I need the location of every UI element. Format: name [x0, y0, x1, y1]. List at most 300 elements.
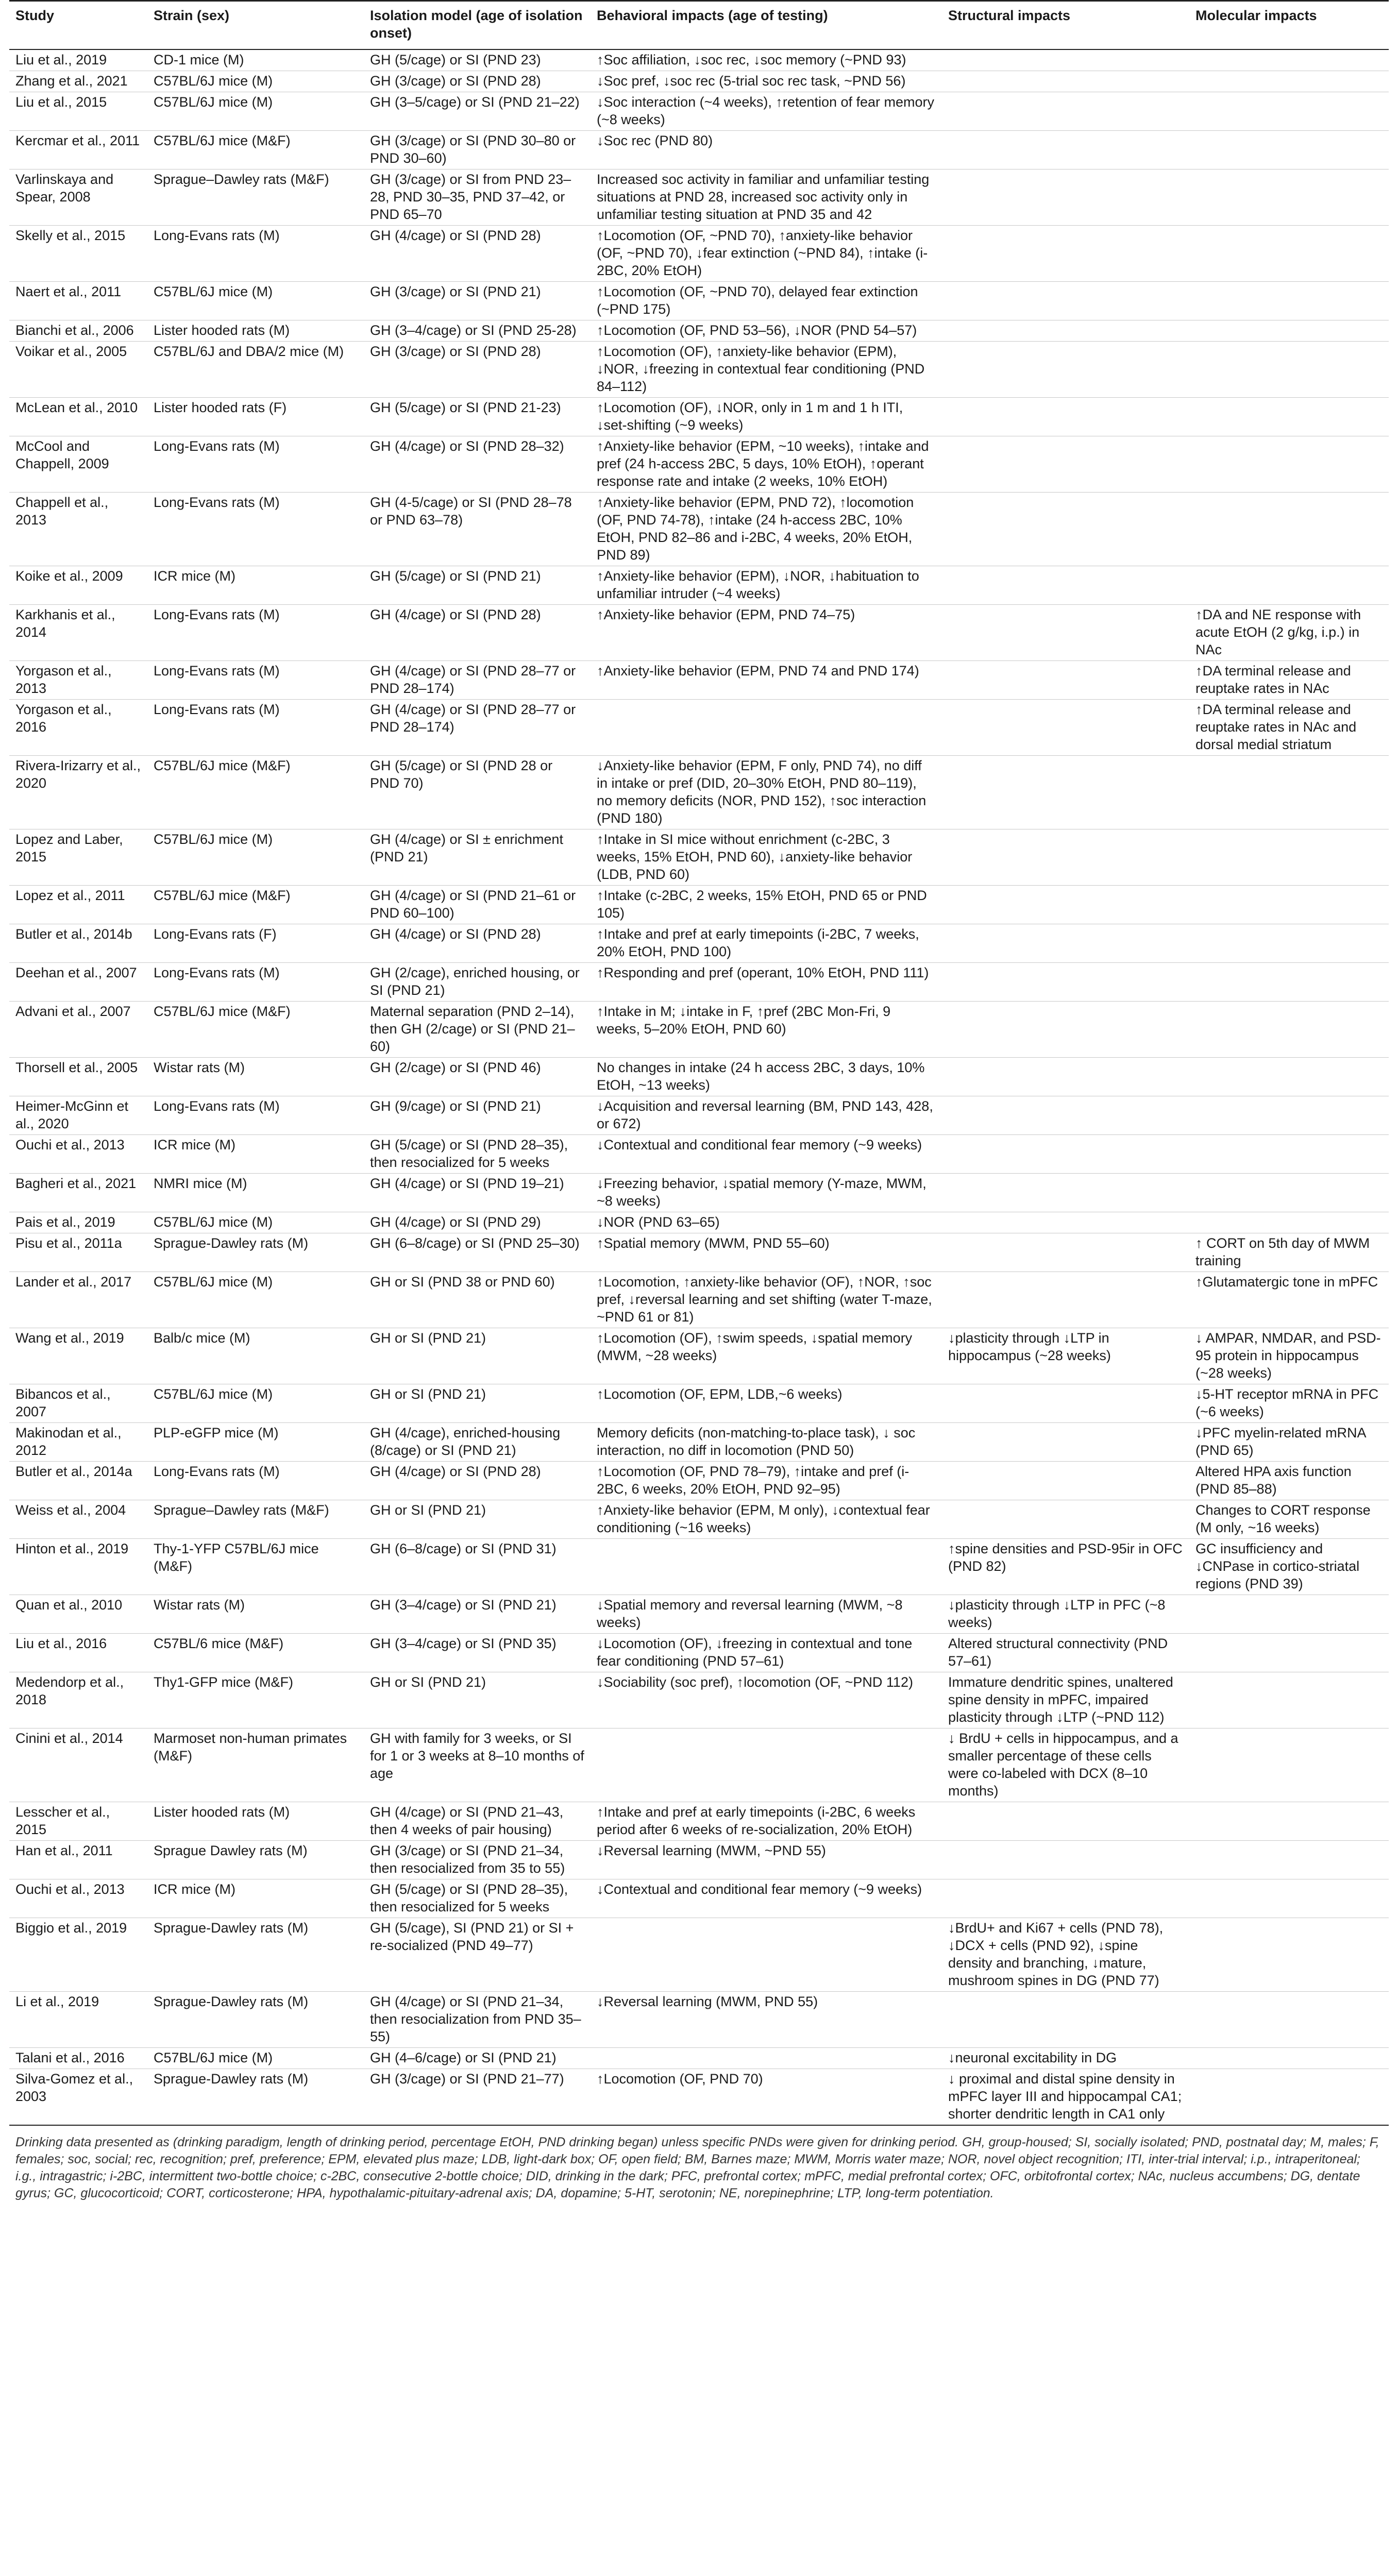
cell-study: McCool and Chappell, 2009	[9, 436, 147, 493]
cell-isolation-model: GH (5/cage) or SI (PND 28–35), then resocialized for 5 weeks	[364, 1135, 591, 1174]
cell-behavioral-impacts: ↓Reversal learning (MWM, PND 55)	[591, 1992, 942, 2048]
cell-study: Talani et al., 2016	[9, 2048, 147, 2069]
cell-molecular-impacts	[1189, 829, 1389, 886]
cell-structural-impacts	[942, 92, 1189, 131]
cell-study: Han et al., 2011	[9, 1841, 147, 1879]
cell-structural-impacts	[942, 1879, 1189, 1918]
cell-isolation-model: GH or SI (PND 21)	[364, 1672, 591, 1728]
cell-molecular-impacts	[1189, 1135, 1389, 1174]
cell-study: Silva-Gomez et al., 2003	[9, 2069, 147, 2126]
cell-study: Bianchi et al., 2006	[9, 320, 147, 342]
cell-molecular-impacts: Changes to CORT response (M only, ~16 weeks)	[1189, 1500, 1389, 1539]
cell-structural-impacts	[942, 1272, 1189, 1328]
cell-isolation-model: GH or SI (PND 21)	[364, 1384, 591, 1423]
cell-behavioral-impacts: ↓Spatial memory and reversal learning (MWM, ~8 weeks)	[591, 1595, 942, 1634]
cell-strain: Long-Evans rats (M)	[147, 963, 364, 1002]
cell-strain: C57BL/6J mice (M)	[147, 1384, 364, 1423]
table-row	[9, 1423, 1389, 1462]
cell-behavioral-impacts: ↑Intake and pref at early timepoints (i-2BC, 6 weeks period after 6 weeks of re-socialization, 20% EtOH)	[591, 1802, 942, 1841]
header-row	[9, 1, 1389, 50]
cell-molecular-impacts	[1189, 131, 1389, 170]
isolation-studies-table	[9, 0, 1389, 2126]
table-row	[9, 1672, 1389, 1728]
cell-behavioral-impacts: ↑Soc affiliation, ↓soc rec, ↓soc memory (~PND 93)	[591, 49, 942, 71]
cell-isolation-model: GH (3–4/cage) or SI (PND 35)	[364, 1634, 591, 1672]
table-row	[9, 963, 1389, 1002]
cell-structural-impacts	[942, 1992, 1189, 2048]
cell-structural-impacts	[942, 1423, 1189, 1462]
cell-isolation-model: GH (4/cage) or SI (PND 28)	[364, 605, 591, 661]
cell-isolation-model: GH (5/cage) or SI (PND 21)	[364, 566, 591, 605]
cell-behavioral-impacts: ↑Locomotion (OF, PND 78–79), ↑intake and pref (i-2BC, 6 weeks, 20% EtOH, PND 92–95)	[591, 1462, 942, 1500]
cell-behavioral-impacts: ↓Locomotion (OF), ↓freezing in contextual and tone fear conditioning (PND 57–61)	[591, 1634, 942, 1672]
cell-behavioral-impacts: ↑Locomotion (OF, PND 53–56), ↓NOR (PND 54–57)	[591, 320, 942, 342]
cell-isolation-model: GH (4/cage) or SI (PND 28)	[364, 924, 591, 963]
table-row	[9, 1272, 1389, 1328]
cell-isolation-model: GH (4/cage) or SI (PND 21–43, then 4 weeks of pair housing)	[364, 1802, 591, 1841]
cell-study: Kercmar et al., 2011	[9, 131, 147, 170]
cell-molecular-impacts	[1189, 1879, 1389, 1918]
cell-molecular-impacts	[1189, 398, 1389, 436]
table-row	[9, 1634, 1389, 1672]
cell-isolation-model: GH (3/cage) or SI (PND 21)	[364, 282, 591, 320]
cell-strain: Sprague-Dawley rats (M)	[147, 1918, 364, 1992]
cell-structural-impacts: ↓neuronal excitability in DG	[942, 2048, 1189, 2069]
header-molecular-impacts: Molecular impacts	[1189, 1, 1389, 50]
table-row	[9, 282, 1389, 320]
table-row	[9, 700, 1389, 756]
cell-molecular-impacts	[1189, 1002, 1389, 1058]
cell-isolation-model: GH (3/cage) or SI (PND 30–80 or PND 30–60)	[364, 131, 591, 170]
cell-behavioral-impacts: ↓Sociability (soc pref), ↑locomotion (OF, ~PND 112)	[591, 1672, 942, 1728]
cell-behavioral-impacts: ↑Anxiety-like behavior (EPM, ~10 weeks), ↑intake and pref (24 h-access 2BC, 5 days, 10% EtOH), ↑operant response rate and intake (2 weeks, 10% EtOH)	[591, 436, 942, 493]
cell-strain: Long-Evans rats (M)	[147, 436, 364, 493]
cell-molecular-impacts	[1189, 1992, 1389, 2048]
cell-behavioral-impacts	[591, 1918, 942, 1992]
cell-study: Weiss et al., 2004	[9, 1500, 147, 1539]
cell-molecular-impacts: Altered HPA axis function (PND 85–88)	[1189, 1462, 1389, 1500]
cell-strain: C57BL/6J mice (M&F)	[147, 886, 364, 924]
cell-study: Pais et al., 2019	[9, 1212, 147, 1233]
cell-strain: Lister hooded rats (F)	[147, 398, 364, 436]
cell-behavioral-impacts: ↓Soc rec (PND 80)	[591, 131, 942, 170]
cell-structural-impacts	[942, 1212, 1189, 1233]
cell-structural-impacts: ↓ BrdU + cells in hippocampus, and a smaller percentage of these cells were co-labeled with DCX (8–10 months)	[942, 1728, 1189, 1802]
cell-strain: C57BL/6J mice (M)	[147, 282, 364, 320]
table-row	[9, 71, 1389, 92]
cell-molecular-impacts: ↑Glutamatergic tone in mPFC	[1189, 1272, 1389, 1328]
cell-strain: C57BL/6J mice (M)	[147, 1272, 364, 1328]
cell-molecular-impacts: ↑DA terminal release and reuptake rates in NAc	[1189, 661, 1389, 700]
cell-structural-impacts	[942, 566, 1189, 605]
cell-behavioral-impacts	[591, 700, 942, 756]
header-isolation-model: Isolation model (age of isolation onset)	[364, 1, 591, 50]
cell-structural-impacts: ↓plasticity through ↓LTP in PFC (~8 weeks)	[942, 1595, 1189, 1634]
table-row	[9, 1058, 1389, 1096]
cell-strain: Balb/c mice (M)	[147, 1328, 364, 1384]
cell-strain: Marmoset non-human primates (M&F)	[147, 1728, 364, 1802]
cell-strain: C57BL/6J mice (M&F)	[147, 1002, 364, 1058]
cell-behavioral-impacts: ↓Reversal learning (MWM, ~PND 55)	[591, 1841, 942, 1879]
cell-molecular-impacts	[1189, 924, 1389, 963]
cell-structural-impacts	[942, 71, 1189, 92]
cell-study: Bagheri et al., 2021	[9, 1174, 147, 1212]
table-row	[9, 1992, 1389, 2048]
cell-isolation-model: GH (4/cage) or SI (PND 21–34, then resocialization from PND 35–55)	[364, 1992, 591, 2048]
cell-isolation-model: GH (2/cage), enriched housing, or SI (PND 21)	[364, 963, 591, 1002]
cell-molecular-impacts	[1189, 1174, 1389, 1212]
cell-structural-impacts: Altered structural connectivity (PND 57–61)	[942, 1634, 1189, 1672]
cell-structural-impacts	[942, 886, 1189, 924]
cell-study: Bibancos et al., 2007	[9, 1384, 147, 1423]
cell-structural-impacts	[942, 342, 1189, 398]
cell-study: Advani et al., 2007	[9, 1002, 147, 1058]
cell-behavioral-impacts: ↓Acquisition and reversal learning (BM, PND 143, 428, or 672)	[591, 1096, 942, 1135]
cell-isolation-model: GH (4/cage), enriched-housing (8/cage) or SI (PND 21)	[364, 1423, 591, 1462]
cell-behavioral-impacts: ↓Contextual and conditional fear memory (~9 weeks)	[591, 1879, 942, 1918]
cell-isolation-model: GH (4–6/cage) or SI (PND 21)	[364, 2048, 591, 2069]
cell-isolation-model: GH (4/cage) or SI (PND 28–77 or PND 28–174)	[364, 700, 591, 756]
cell-behavioral-impacts: ↑Anxiety-like behavior (EPM, PND 72), ↑locomotion (OF, PND 74-78), ↑intake (24 h-access 2BC, 10% EtOH, PND 82–86 and i-2BC, 4 weeks, 20% EtOH, PND 89)	[591, 493, 942, 566]
cell-isolation-model: GH (2/cage) or SI (PND 46)	[364, 1058, 591, 1096]
header-behavioral-impacts: Behavioral impacts (age of testing)	[591, 1, 942, 50]
table-row	[9, 398, 1389, 436]
cell-strain: Sprague-Dawley rats (M)	[147, 2069, 364, 2126]
cell-isolation-model: Maternal separation (PND 2–14), then GH (2/cage) or SI (PND 21–60)	[364, 1002, 591, 1058]
cell-strain: Sprague–Dawley rats (M&F)	[147, 1500, 364, 1539]
cell-strain: C57BL/6J and DBA/2 mice (M)	[147, 342, 364, 398]
table-row	[9, 1802, 1389, 1841]
cell-structural-impacts	[942, 1174, 1189, 1212]
cell-strain: C57BL/6J mice (M)	[147, 71, 364, 92]
cell-structural-impacts	[942, 605, 1189, 661]
table-row	[9, 566, 1389, 605]
cell-isolation-model: GH (6–8/cage) or SI (PND 25–30)	[364, 1233, 591, 1272]
cell-behavioral-impacts: ↓Soc pref, ↓soc rec (5-trial soc rec task, ~PND 56)	[591, 71, 942, 92]
cell-strain: Long-Evans rats (M)	[147, 700, 364, 756]
header-study: Study	[9, 1, 147, 50]
cell-structural-impacts	[942, 226, 1189, 282]
cell-molecular-impacts	[1189, 886, 1389, 924]
cell-strain: CD-1 mice (M)	[147, 49, 364, 71]
cell-molecular-impacts	[1189, 226, 1389, 282]
cell-molecular-impacts	[1189, 92, 1389, 131]
table-row	[9, 924, 1389, 963]
cell-study: Li et al., 2019	[9, 1992, 147, 2048]
cell-isolation-model: GH (4/cage) or SI ± enrichment (PND 21)	[364, 829, 591, 886]
table-row	[9, 1462, 1389, 1500]
cell-study: Ouchi et al., 2013	[9, 1879, 147, 1918]
cell-isolation-model: GH (4/cage) or SI (PND 21–61 or PND 60–100)	[364, 886, 591, 924]
cell-molecular-impacts	[1189, 756, 1389, 829]
cell-structural-impacts	[942, 131, 1189, 170]
table-row	[9, 1595, 1389, 1634]
cell-study: Rivera-Irizarry et al., 2020	[9, 756, 147, 829]
cell-isolation-model: GH with family for 3 weeks, or SI for 1 or 3 weeks at 8–10 months of age	[364, 1728, 591, 1802]
cell-structural-impacts	[942, 49, 1189, 71]
cell-study: Heimer-McGinn et al., 2020	[9, 1096, 147, 1135]
cell-structural-impacts	[942, 493, 1189, 566]
table-row	[9, 829, 1389, 886]
cell-isolation-model: GH (3/cage) or SI (PND 28)	[364, 342, 591, 398]
table-row	[9, 320, 1389, 342]
table-row	[9, 2069, 1389, 2126]
cell-isolation-model: GH (4-5/cage) or SI (PND 28–78 or PND 63–78)	[364, 493, 591, 566]
cell-behavioral-impacts: ↓Soc interaction (~4 weeks), ↑retention of fear memory (~8 weeks)	[591, 92, 942, 131]
cell-strain: NMRI mice (M)	[147, 1174, 364, 1212]
cell-behavioral-impacts: ↑Intake and pref at early timepoints (i-2BC, 7 weeks, 20% EtOH, PND 100)	[591, 924, 942, 963]
cell-molecular-impacts	[1189, 1595, 1389, 1634]
cell-behavioral-impacts: ↑Locomotion (OF, PND 70)	[591, 2069, 942, 2126]
cell-study: Makinodan et al., 2012	[9, 1423, 147, 1462]
cell-strain: C57BL/6J mice (M)	[147, 92, 364, 131]
cell-isolation-model: GH (3–5/cage) or SI (PND 21–22)	[364, 92, 591, 131]
cell-study: Cinini et al., 2014	[9, 1728, 147, 1802]
cell-behavioral-impacts: ↑Intake in SI mice without enrichment (c-2BC, 3 weeks, 15% EtOH, PND 60), ↓anxiety-like behavior (LDB, PND 60)	[591, 829, 942, 886]
cell-isolation-model: GH (5/cage) or SI (PND 21-23)	[364, 398, 591, 436]
cell-behavioral-impacts: ↑Anxiety-like behavior (EPM, PND 74–75)	[591, 605, 942, 661]
cell-isolation-model: GH (3–4/cage) or SI (PND 21)	[364, 1595, 591, 1634]
cell-strain: C57BL/6 mice (M&F)	[147, 1634, 364, 1672]
cell-study: McLean et al., 2010	[9, 398, 147, 436]
table-row	[9, 1233, 1389, 1272]
cell-behavioral-impacts: ↑Locomotion (OF, EPM, LDB,~6 weeks)	[591, 1384, 942, 1423]
cell-behavioral-impacts: ↑Anxiety-like behavior (EPM, M only), ↓contextual fear conditioning (~16 weeks)	[591, 1500, 942, 1539]
table-row	[9, 1096, 1389, 1135]
cell-study: Butler et al., 2014a	[9, 1462, 147, 1500]
cell-structural-impacts: Immature dendritic spines, unaltered spine density in mPFC, impaired plasticity through ↓LTP (~PND 112)	[942, 1672, 1189, 1728]
cell-isolation-model: GH (3–4/cage) or SI (PND 25-28)	[364, 320, 591, 342]
cell-structural-impacts	[942, 1135, 1189, 1174]
table-row	[9, 1212, 1389, 1233]
cell-study: Liu et al., 2015	[9, 92, 147, 131]
cell-study: Yorgason et al., 2013	[9, 661, 147, 700]
cell-study: Deehan et al., 2007	[9, 963, 147, 1002]
cell-behavioral-impacts: Increased soc activity in familiar and unfamiliar testing situations at PND 28, increased soc activity only in unfamiliar testing situation at PND 35 and 42	[591, 170, 942, 226]
cell-structural-impacts	[942, 282, 1189, 320]
cell-strain: C57BL/6J mice (M)	[147, 1212, 364, 1233]
cell-behavioral-impacts: ↑Anxiety-like behavior (EPM, PND 74 and PND 174)	[591, 661, 942, 700]
cell-study: Wang et al., 2019	[9, 1328, 147, 1384]
cell-structural-impacts	[942, 1841, 1189, 1879]
cell-structural-impacts: ↑spine densities and PSD-95ir in OFC (PND 82)	[942, 1539, 1189, 1595]
cell-study: Karkhanis et al., 2014	[9, 605, 147, 661]
table-row	[9, 1500, 1389, 1539]
cell-isolation-model: GH (4/cage) or SI (PND 28)	[364, 226, 591, 282]
cell-behavioral-impacts: ↓Anxiety-like behavior (EPM, F only, PND 74), no diff in intake or pref (DID, 20–30% EtOH, PND 80–119), no memory deficits (NOR, PND 152), ↑soc interaction (PND 180)	[591, 756, 942, 829]
cell-molecular-impacts	[1189, 1841, 1389, 1879]
cell-strain: C57BL/6J mice (M&F)	[147, 756, 364, 829]
cell-isolation-model: GH (9/cage) or SI (PND 21)	[364, 1096, 591, 1135]
cell-isolation-model: GH (3/cage) or SI from PND 23–28, PND 30–35, PND 37–42, or PND 65–70	[364, 170, 591, 226]
table-row	[9, 49, 1389, 71]
cell-molecular-impacts	[1189, 320, 1389, 342]
table-row	[9, 1135, 1389, 1174]
cell-structural-impacts: ↓ proximal and distal spine density in mPFC layer III and hippocampal CA1; shorter dendritic length in CA1 only	[942, 2069, 1189, 2126]
cell-molecular-impacts	[1189, 1802, 1389, 1841]
cell-structural-impacts	[942, 756, 1189, 829]
cell-molecular-impacts	[1189, 1058, 1389, 1096]
cell-behavioral-impacts	[591, 1728, 942, 1802]
cell-structural-impacts	[942, 436, 1189, 493]
cell-molecular-impacts	[1189, 71, 1389, 92]
cell-molecular-impacts: ↓5-HT receptor mRNA in PFC (~6 weeks)	[1189, 1384, 1389, 1423]
table-row	[9, 756, 1389, 829]
cell-behavioral-impacts: ↑Locomotion (OF), ↑anxiety-like behavior (EPM), ↓NOR, ↓freezing in contextual fear conditioning (PND 84–112)	[591, 342, 942, 398]
cell-study: Hinton et al., 2019	[9, 1539, 147, 1595]
cell-strain: Thy-1-YFP C57BL/6J mice (M&F)	[147, 1539, 364, 1595]
cell-isolation-model: GH (6–8/cage) or SI (PND 31)	[364, 1539, 591, 1595]
table-row	[9, 1174, 1389, 1212]
cell-strain: ICR mice (M)	[147, 566, 364, 605]
cell-structural-impacts	[942, 1058, 1189, 1096]
cell-structural-impacts	[942, 963, 1189, 1002]
cell-structural-impacts: ↓BrdU+ and Ki67 + cells (PND 78), ↓DCX + cells (PND 92), ↓spine density and branching, ↓mature, mushroom spines in DG (PND 77)	[942, 1918, 1189, 1992]
cell-study: Skelly et al., 2015	[9, 226, 147, 282]
cell-behavioral-impacts	[591, 1539, 942, 1595]
cell-molecular-impacts	[1189, 170, 1389, 226]
cell-structural-impacts	[942, 1384, 1189, 1423]
cell-study: Biggio et al., 2019	[9, 1918, 147, 1992]
cell-behavioral-impacts: No changes in intake (24 h access 2BC, 3 days, 10% EtOH, ~13 weeks)	[591, 1058, 942, 1096]
cell-strain: Lister hooded rats (M)	[147, 320, 364, 342]
cell-study: Lander et al., 2017	[9, 1272, 147, 1328]
cell-study: Thorsell et al., 2005	[9, 1058, 147, 1096]
cell-molecular-impacts	[1189, 282, 1389, 320]
cell-molecular-impacts	[1189, 436, 1389, 493]
cell-structural-impacts	[942, 1500, 1189, 1539]
cell-behavioral-impacts: ↑Locomotion (OF), ↓NOR, only in 1 m and 1 h ITI, ↓set-shifting (~9 weeks)	[591, 398, 942, 436]
cell-molecular-impacts: ↑ CORT on 5th day of MWM training	[1189, 1233, 1389, 1272]
table-row	[9, 1328, 1389, 1384]
cell-isolation-model: GH (5/cage) or SI (PND 28–35), then resocialized for 5 weeks	[364, 1879, 591, 1918]
cell-isolation-model: GH (4/cage) or SI (PND 28–32)	[364, 436, 591, 493]
cell-isolation-model: GH (3/cage) or SI (PND 28)	[364, 71, 591, 92]
cell-study: Ouchi et al., 2013	[9, 1135, 147, 1174]
cell-isolation-model: GH (3/cage) or SI (PND 21–77)	[364, 2069, 591, 2126]
cell-study: Varlinskaya and Spear, 2008	[9, 170, 147, 226]
cell-strain: Sprague Dawley rats (M)	[147, 1841, 364, 1879]
cell-behavioral-impacts: ↑Anxiety-like behavior (EPM), ↓NOR, ↓habituation to unfamiliar intruder (~4 weeks)	[591, 566, 942, 605]
cell-isolation-model: GH (4/cage) or SI (PND 28)	[364, 1462, 591, 1500]
cell-molecular-impacts	[1189, 1918, 1389, 1992]
cell-study: Lesscher et al., 2015	[9, 1802, 147, 1841]
cell-isolation-model: GH or SI (PND 21)	[364, 1500, 591, 1539]
cell-molecular-impacts: ↓PFC myelin-related mRNA (PND 65)	[1189, 1423, 1389, 1462]
cell-structural-impacts	[942, 170, 1189, 226]
table-row	[9, 1879, 1389, 1918]
cell-strain: ICR mice (M)	[147, 1135, 364, 1174]
cell-strain: Long-Evans rats (M)	[147, 226, 364, 282]
cell-molecular-impacts	[1189, 49, 1389, 71]
table-row	[9, 342, 1389, 398]
cell-molecular-impacts	[1189, 2069, 1389, 2126]
table-row	[9, 493, 1389, 566]
cell-strain: C57BL/6J mice (M&F)	[147, 131, 364, 170]
table-row	[9, 131, 1389, 170]
cell-molecular-impacts: ↑DA and NE response with acute EtOH (2 g/kg, i.p.) in NAc	[1189, 605, 1389, 661]
cell-strain: Long-Evans rats (F)	[147, 924, 364, 963]
cell-structural-impacts	[942, 829, 1189, 886]
table-row	[9, 92, 1389, 131]
cell-strain: Long-Evans rats (M)	[147, 605, 364, 661]
cell-structural-impacts	[942, 398, 1189, 436]
cell-structural-impacts	[942, 1002, 1189, 1058]
table-row	[9, 2048, 1389, 2069]
cell-isolation-model: GH (4/cage) or SI (PND 28–77 or PND 28–174)	[364, 661, 591, 700]
cell-study: Yorgason et al., 2016	[9, 700, 147, 756]
cell-behavioral-impacts: ↑Intake in M; ↓intake in F, ↑pref (2BC Mon-Fri, 9 weeks, 5–20% EtOH, PND 60)	[591, 1002, 942, 1058]
table-row	[9, 1002, 1389, 1058]
cell-isolation-model: GH (4/cage) or SI (PND 29)	[364, 1212, 591, 1233]
cell-strain: Sprague-Dawley rats (M)	[147, 1992, 364, 2048]
table-row	[9, 436, 1389, 493]
cell-molecular-impacts: ↑DA terminal release and reuptake rates in NAc and dorsal medial striatum	[1189, 700, 1389, 756]
cell-structural-impacts	[942, 661, 1189, 700]
cell-study: Pisu et al., 2011a	[9, 1233, 147, 1272]
cell-study: Lopez and Laber, 2015	[9, 829, 147, 886]
cell-behavioral-impacts: ↑Responding and pref (operant, 10% EtOH, PND 111)	[591, 963, 942, 1002]
cell-isolation-model: GH (4/cage) or SI (PND 19–21)	[364, 1174, 591, 1212]
cell-behavioral-impacts: ↓Freezing behavior, ↓spatial memory (Y-maze, MWM, ~8 weeks)	[591, 1174, 942, 1212]
cell-behavioral-impacts: ↑Intake (c-2BC, 2 weeks, 15% EtOH, PND 65 or PND 105)	[591, 886, 942, 924]
cell-structural-impacts	[942, 1233, 1189, 1272]
cell-strain: Thy1-GFP mice (M&F)	[147, 1672, 364, 1728]
table-row	[9, 1728, 1389, 1802]
cell-isolation-model: GH (3/cage) or SI (PND 21–34, then resocialized from 35 to 55)	[364, 1841, 591, 1879]
cell-structural-impacts	[942, 320, 1189, 342]
cell-isolation-model: GH (5/cage), SI (PND 21) or SI + re-socialized (PND 49–77)	[364, 1918, 591, 1992]
cell-strain: Lister hooded rats (M)	[147, 1802, 364, 1841]
table-row	[9, 661, 1389, 700]
cell-behavioral-impacts: ↑Locomotion (OF, ~PND 70), delayed fear extinction (~PND 175)	[591, 282, 942, 320]
cell-molecular-impacts	[1189, 1672, 1389, 1728]
cell-structural-impacts	[942, 1802, 1189, 1841]
cell-molecular-impacts: ↓ AMPAR, NMDAR, and PSD-95 protein in hippocampus (~28 weeks)	[1189, 1328, 1389, 1384]
cell-molecular-impacts	[1189, 1096, 1389, 1135]
cell-structural-impacts	[942, 1096, 1189, 1135]
cell-study: Naert et al., 2011	[9, 282, 147, 320]
cell-strain: Long-Evans rats (M)	[147, 493, 364, 566]
cell-strain: Wistar rats (M)	[147, 1595, 364, 1634]
cell-behavioral-impacts: ↓NOR (PND 63–65)	[591, 1212, 942, 1233]
cell-molecular-impacts	[1189, 963, 1389, 1002]
table-row	[9, 605, 1389, 661]
cell-molecular-impacts	[1189, 566, 1389, 605]
table-body	[9, 49, 1389, 2125]
cell-isolation-model: GH (5/cage) or SI (PND 23)	[364, 49, 591, 71]
cell-strain: Sprague-Dawley rats (M)	[147, 1233, 364, 1272]
cell-study: Koike et al., 2009	[9, 566, 147, 605]
cell-isolation-model: GH (5/cage) or SI (PND 28 or PND 70)	[364, 756, 591, 829]
cell-study: Liu et al., 2019	[9, 49, 147, 71]
cell-study: Butler et al., 2014b	[9, 924, 147, 963]
cell-molecular-impacts	[1189, 1728, 1389, 1802]
cell-study: Chappell et al., 2013	[9, 493, 147, 566]
cell-behavioral-impacts: ↓Contextual and conditional fear memory (~9 weeks)	[591, 1135, 942, 1174]
cell-study: Zhang et al., 2021	[9, 71, 147, 92]
cell-strain: C57BL/6J mice (M)	[147, 829, 364, 886]
table-row	[9, 170, 1389, 226]
cell-isolation-model: GH or SI (PND 38 or PND 60)	[364, 1272, 591, 1328]
cell-study: Quan et al., 2010	[9, 1595, 147, 1634]
cell-study: Liu et al., 2016	[9, 1634, 147, 1672]
cell-study: Voikar et al., 2005	[9, 342, 147, 398]
cell-behavioral-impacts: ↑Locomotion (OF, ~PND 70), ↑anxiety-like behavior (OF, ~PND 70), ↓fear extinction (~PND 84), ↑intake (i-2BC, 20% EtOH)	[591, 226, 942, 282]
cell-strain: Wistar rats (M)	[147, 1058, 364, 1096]
cell-study: Medendorp et al., 2018	[9, 1672, 147, 1728]
cell-molecular-impacts	[1189, 2048, 1389, 2069]
